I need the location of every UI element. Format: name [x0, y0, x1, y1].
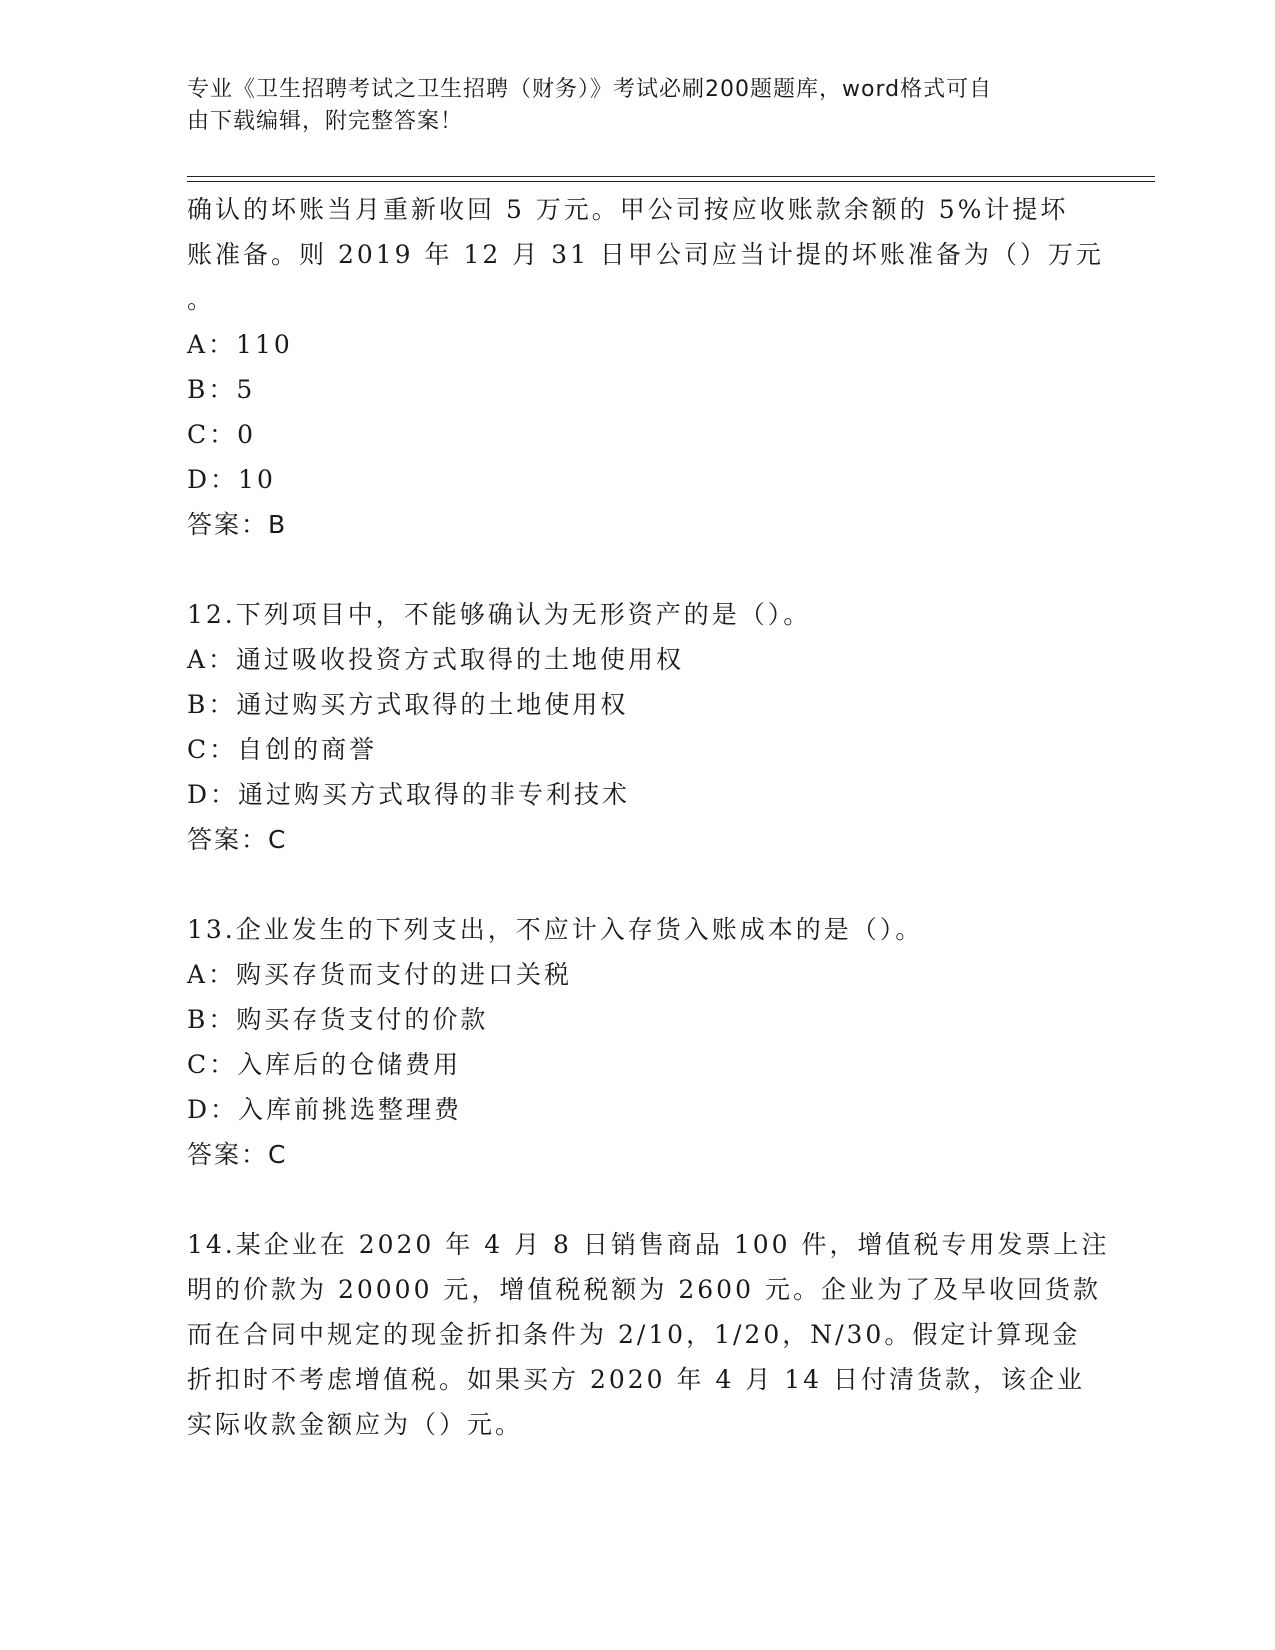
option-c: C：入库后的仓储费用	[187, 1050, 462, 1079]
question-11	[187, 187, 1104, 547]
option-c: C：0	[187, 420, 257, 449]
document-body	[187, 187, 1110, 1447]
spacer	[187, 862, 1087, 907]
question-text-line: 。	[187, 285, 216, 314]
spacer	[187, 1177, 1087, 1222]
option-a: A：通过吸收投资方式取得的土地使用权	[187, 645, 685, 674]
header-divider-top	[187, 176, 1155, 177]
option-b: B：通过购买方式取得的土地使用权	[187, 690, 629, 719]
header-divider-bottom	[187, 181, 1155, 182]
question-text-line: 账准备。则 2019 年 12 月 31 日甲公司应当计提的坏账准备为（）万元	[187, 240, 1104, 269]
answer-label: 答案：C	[187, 1140, 288, 1169]
header-line-1: 专业《卫生招聘考试之卫生招聘（财务）》考试必刷200题题库，word格式可自	[187, 77, 993, 102]
answer-label: 答案：B	[187, 510, 288, 539]
question-text-line: 14.某企业在 2020 年 4 月 8 日销售商品 100 件，增值税专用发票上注	[187, 1230, 1110, 1259]
question-14	[187, 1222, 1110, 1447]
question-12	[187, 592, 1087, 862]
option-d: D：通过购买方式取得的非专利技术	[187, 780, 631, 809]
question-text-line: 而在合同中规定的现金折扣条件为 2/10，1/20，N/30。假定计算现金	[187, 1320, 1081, 1349]
question-13	[187, 907, 1087, 1177]
question-text: 13.企业发生的下列支出，不应计入存货入账成本的是（）。	[187, 915, 924, 944]
option-a: A：购买存货而支付的进口关税	[187, 960, 573, 989]
question-text: 12.下列项目中，不能够确认为无形资产的是（）。	[187, 600, 812, 629]
option-c: C：自创的商誉	[187, 735, 378, 764]
option-d: D：入库前挑选整理费	[187, 1095, 463, 1124]
answer-label: 答案：C	[187, 825, 288, 854]
question-text-line: 明的价款为 20000 元，增值税税额为 2600 元。企业为了及早收回货款	[187, 1275, 1101, 1304]
option-b: B：5	[187, 375, 256, 404]
option-b: B：购买存货支付的价款	[187, 1005, 489, 1034]
header-line-2: 由下载编辑，附完整答案！	[187, 109, 464, 134]
question-text-line: 确认的坏账当月重新收回 5 万元。甲公司按应收账款余额的 5%计提坏	[187, 195, 1069, 224]
option-a: A：110	[187, 330, 293, 359]
spacer	[187, 547, 1087, 592]
question-text-line: 实际收款金额应为（）元。	[187, 1410, 524, 1439]
question-text-line: 折扣时不考虑增值税。如果买方 2020 年 4 月 14 日付清货款，该企业	[187, 1365, 1086, 1394]
document-header	[187, 74, 1067, 138]
option-d: D：10	[187, 465, 276, 494]
